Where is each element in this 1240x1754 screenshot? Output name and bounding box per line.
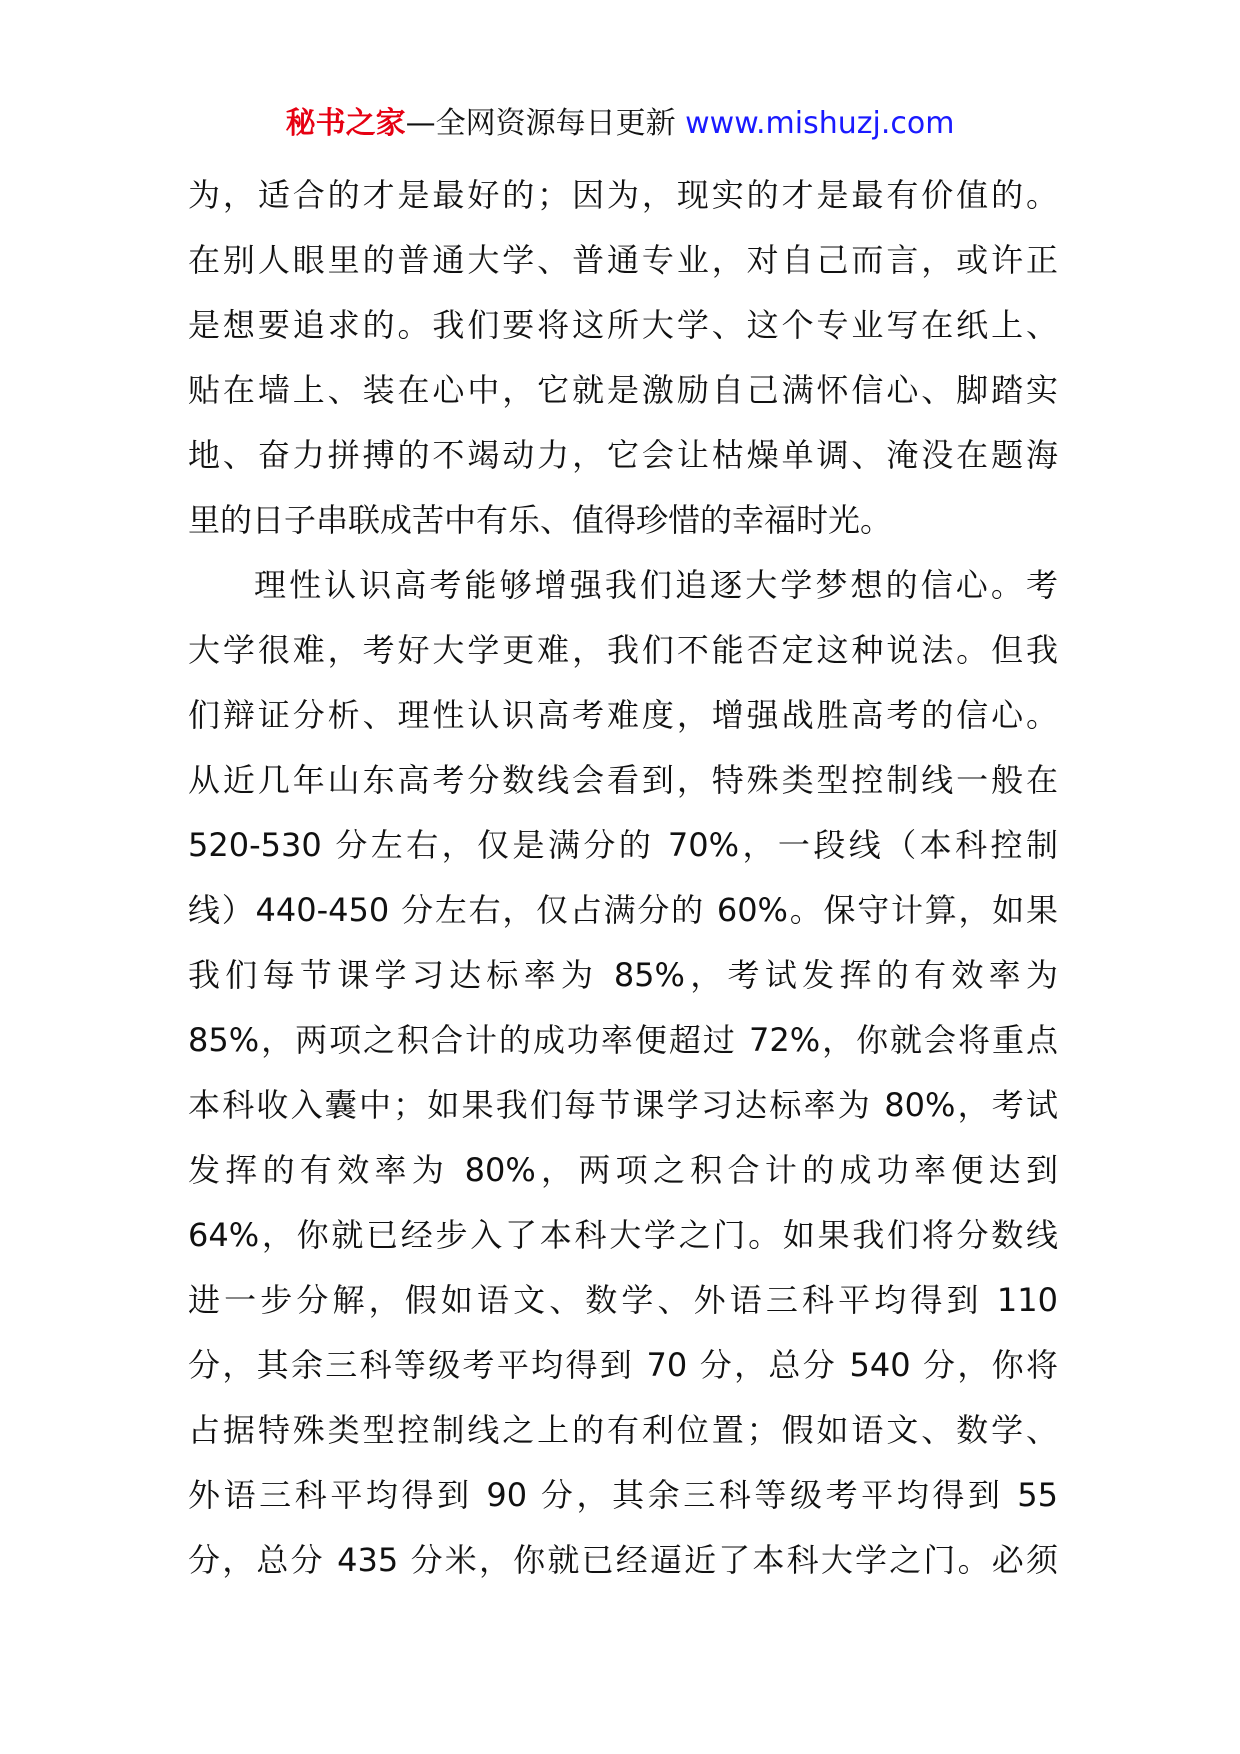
text-line: 理性认识高考能够增强我们追逐大学梦想的信心。考 xyxy=(254,566,1058,604)
paragraph-1 xyxy=(188,163,1058,553)
text-line: 本科收入囊中；如果我们每节课学习达标率为 80%，考试 xyxy=(188,1086,1058,1124)
text-line: 是想要追求的。我们要将这所大学、这个专业写在纸上、 xyxy=(188,306,1058,344)
text-line: 64%，你就已经步入了本科大学之门。如果我们将分数线 xyxy=(188,1216,1058,1254)
text-line: 分，其余三科等级考平均得到 70 分，总分 540 分，你将 xyxy=(188,1346,1058,1384)
text-line: 里的日子串联成苦中有乐、值得珍惜的幸福时光。 xyxy=(188,501,893,539)
text-line: 为，适合的才是最好的；因为，现实的才是最有价值的。 xyxy=(188,176,1058,214)
text-line: 从近几年山东高考分数线会看到，特殊类型控制线一般在 xyxy=(188,761,1058,799)
header-brand: 秘书之家 xyxy=(285,106,406,141)
text-line: 进一步分解，假如语文、数学、外语三科平均得到 110 xyxy=(188,1281,1058,1319)
text-line: 发挥的有效率为 80%，两项之积合计的成功率便达到 xyxy=(188,1151,1058,1189)
text-line: 占据特殊类型控制线之上的有利位置；假如语文、数学、 xyxy=(188,1411,1058,1449)
text-line: 外语三科平均得到 90 分，其余三科等级考平均得到 55 xyxy=(188,1476,1058,1514)
paragraph-2 xyxy=(188,553,1058,1593)
text-line: 在别人眼里的普通大学、普通专业，对自己而言，或许正 xyxy=(188,241,1058,279)
text-line: 地、奋力拼搏的不竭动力，它会让枯燥单调、淹没在题海 xyxy=(188,436,1058,474)
header-tagline: —全网资源每日更新 xyxy=(405,106,676,141)
text-line: 分，总分 435 分米，你就已经逼近了本科大学之门。必须 xyxy=(188,1541,1058,1579)
text-line: 线）440-450 分左右，仅占满分的 60%。保守计算，如果 xyxy=(188,891,1058,929)
text-line: 大学很难，考好大学更难，我们不能否定这种说法。但我 xyxy=(188,631,1058,669)
text-line: 我们每节课学习达标率为 85%，考试发挥的有效率为 xyxy=(188,956,1058,994)
page-header xyxy=(0,102,1240,146)
body-text xyxy=(188,163,1058,1593)
text-line: 520-530 分左右，仅是满分的 70%，一段线（本科控制 xyxy=(188,826,1058,864)
text-line: 们辩证分析、理性认识高考难度，增强战胜高考的信心。 xyxy=(188,696,1058,734)
text-line: 贴在墙上、装在心中，它就是激励自己满怀信心、脚踏实 xyxy=(188,371,1058,409)
header-url-link[interactable]: www.mishuzj.com xyxy=(685,106,955,141)
text-line: 85%，两项之积合计的成功率便超过 72%，你就会将重点 xyxy=(188,1021,1058,1059)
